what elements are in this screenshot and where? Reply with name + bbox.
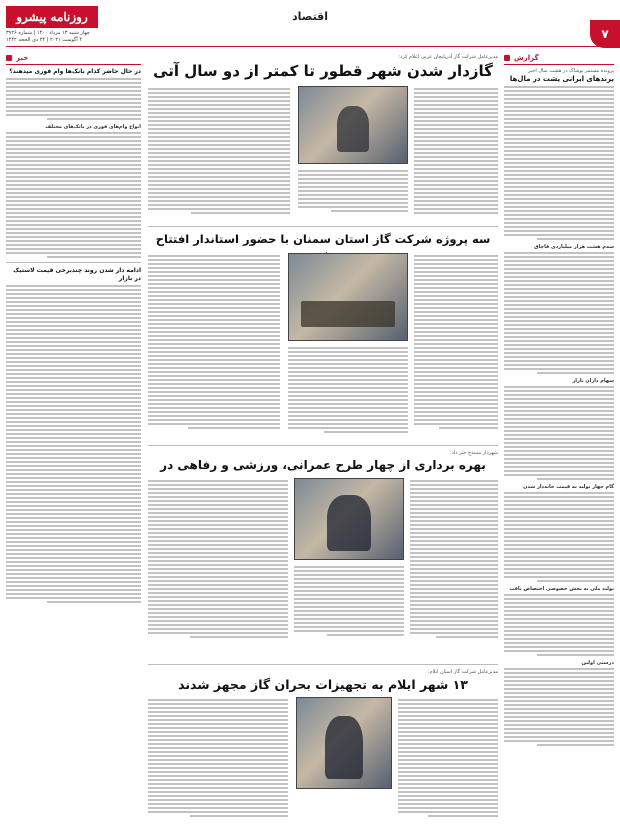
right-report-column	[504, 54, 614, 750]
story2-text-left	[148, 253, 280, 431]
main-stories	[148, 54, 498, 829]
right-subhead-4: تولید ملی به بخش خصوصی اختصاص یافت	[509, 586, 614, 592]
story4-headline[interactable]: ۱۳ شهر ایلام به تجهیزات بحران گاز مجهز شدند	[178, 677, 468, 692]
story3-photo	[294, 478, 404, 560]
story1-text-left	[148, 86, 290, 216]
story3-text-under-photo	[294, 564, 404, 638]
newspaper-logo: روزنامه پیشرو	[6, 6, 98, 28]
story1-text-right	[414, 86, 498, 216]
story3-text-left	[148, 478, 288, 640]
right-report-title[interactable]: برندهای ایرانی پشت در مال‌ها	[509, 75, 614, 83]
story1-text-under-photo	[298, 168, 408, 214]
left-story2-body	[6, 285, 141, 603]
left-story1-subhead: انواع وام‌های فوری در بانک‌های مختلف	[45, 124, 141, 130]
left-section-label: خبر	[16, 54, 29, 62]
right-report-body6	[504, 668, 614, 746]
right-subhead-1: سه‌م هشت هزار میلیاردی قاچاق	[534, 244, 614, 250]
story3-text-right	[410, 478, 498, 640]
right-section-tag	[504, 54, 614, 65]
right-subhead-3: گام چهار تولید به قیمت خانه‌دار شدن	[523, 484, 614, 490]
left-story2-title[interactable]: ادامه دار شدن روند چندبرخی قیمت لاستیک در بازار	[13, 267, 141, 282]
issue-date-persian: چهار شنبه ۱۳ مرداد ۱۴۰۰ | شماره ۳۹۲۶	[6, 30, 90, 36]
masthead	[0, 0, 620, 46]
left-story1-body2	[6, 132, 141, 258]
right-report-body1	[504, 86, 614, 240]
left-section-tag	[6, 54, 141, 65]
story4-text-right	[398, 697, 498, 819]
left-news-column	[6, 54, 141, 607]
story2-headline[interactable]: سه پروژه شرکت گاز استان سمنان با حضور استاندار افتتاح	[155, 232, 491, 246]
story-qotur-gas	[148, 54, 498, 222]
story1-photo	[298, 86, 408, 164]
story4-text-left	[148, 697, 288, 819]
right-subhead-2: سهام داران بازار	[572, 378, 614, 384]
left-story1-body	[6, 78, 141, 120]
right-section-label: گزارش	[514, 54, 539, 62]
page-number: ۷	[590, 20, 620, 48]
issue-date-gregorian: ۴ آگوست ۲۰۲۱ | ۲۴ ذی الحجه ۱۴۴۲	[6, 37, 83, 43]
left-story1-title[interactable]: در حال حاضر کدام بانک‌ها وام فوری میدهند؟	[9, 68, 141, 75]
right-kicker: پرونده مستمر پوشاک در هشت سال اخیر	[528, 68, 614, 74]
story-semnan-gas	[148, 231, 498, 441]
story-sanandaj-projects	[148, 450, 498, 660]
right-subhead-5: درستی اولین	[581, 660, 614, 666]
story2-text-under-photo	[288, 345, 408, 435]
story3-headline[interactable]: بهره برداری از چهار طرح عمرانی، ورزشی و رفاهی در	[160, 458, 486, 472]
section-marker-icon	[504, 55, 510, 61]
right-report-body3	[504, 386, 614, 480]
story1-headline[interactable]: گازدار شدن شهر قطور تا کمتر از دو سال آتی	[153, 62, 493, 80]
issue-info	[6, 30, 156, 44]
right-report-body4	[504, 492, 614, 582]
masthead-divider	[6, 46, 614, 47]
story4-kicker: مدیرعامل شرکت گاز استان ایلام:	[427, 669, 498, 675]
story1-kicker: مدیرعامل شرکت گاز آذربایجان غربی اعلام کرد:	[398, 54, 498, 60]
section-marker-icon	[6, 55, 12, 61]
story2-text-right	[414, 253, 498, 431]
story3-kicker: شهردار سنندج خبر داد:	[450, 450, 498, 456]
right-report-body2	[504, 252, 614, 374]
story-ilam-gas	[148, 669, 498, 829]
story4-photo	[296, 697, 392, 789]
story2-photo	[288, 253, 408, 341]
section-title: اقتصاد	[291, 10, 329, 23]
right-report-body5	[504, 594, 614, 656]
